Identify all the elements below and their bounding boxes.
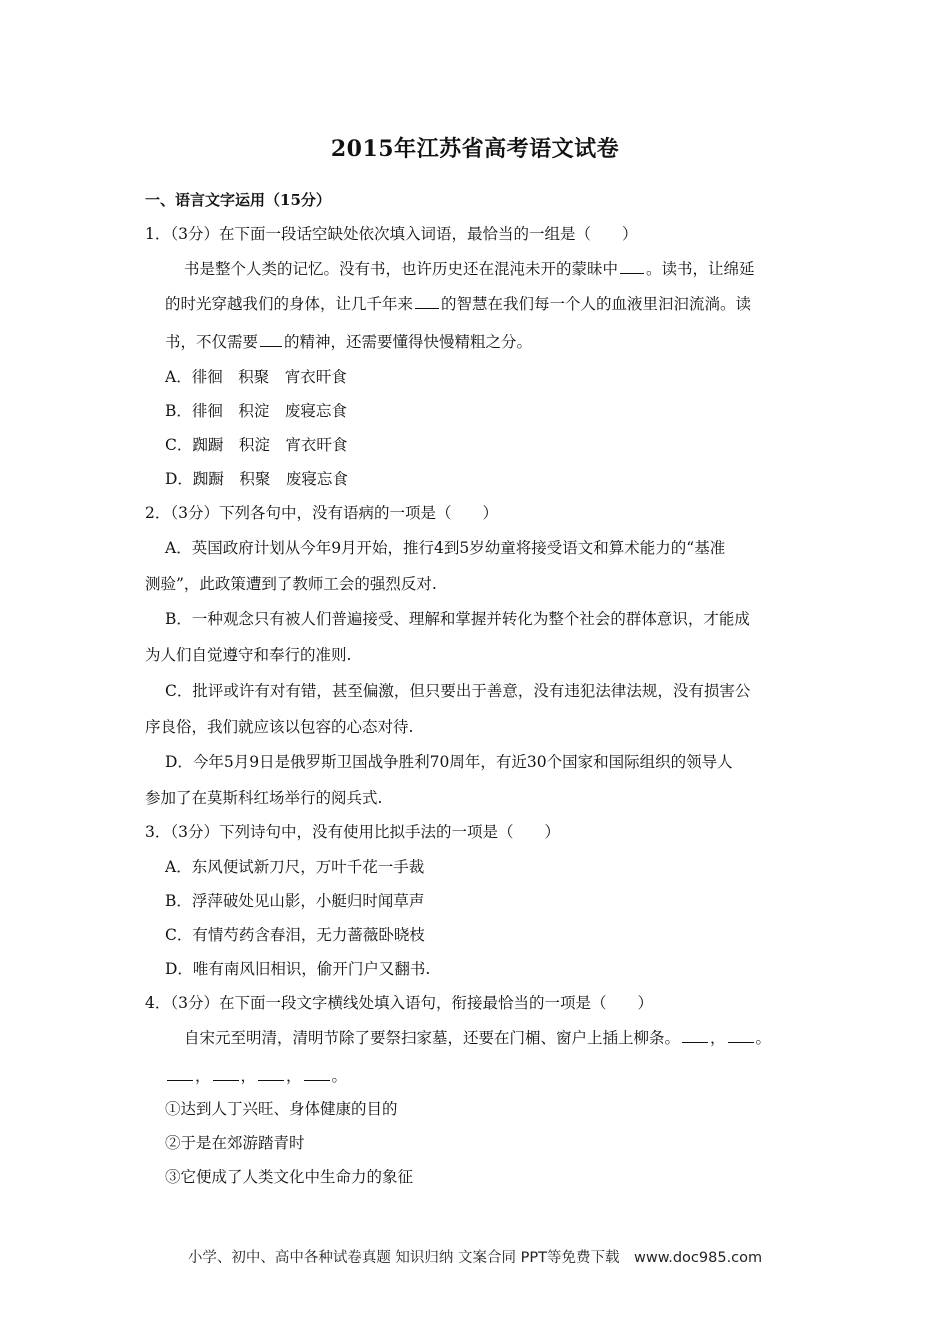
section-heading: 一、语言文字运用（15分） (145, 191, 331, 209)
question-2-option-c-line-1: C．批评或许有对有错，甚至偏激，但只要出于善意，没有违犯法律法规，没有损害公 (165, 682, 751, 700)
fill-blank (682, 1028, 708, 1043)
question-1-passage-line-3: 书，不仅需要 的精神，还需要懂得快慢精粗之分。 (165, 333, 533, 351)
question-4-stem: 4．（3分）在下面一段文字横线处填入语句，衔接最恰当的一项是（ ） (145, 994, 653, 1012)
question-1-passage-line-2: 的时光穿越我们的身体，让几千年来 的智慧在我们每一个人的血液里汩汩流淌。读 (165, 295, 752, 313)
question-2-option-d-line-1: D．今年5月9日是俄罗斯卫国战争胜利70周年，有近30个国家和国际组织的领导人 (165, 753, 733, 771)
question-4-passage-line-1: 自宋元至明清，清明节除了要祭扫家墓，还要在门楣、窗户上插上柳条。 ， 。 (184, 1029, 772, 1047)
question-3-option-d: D．唯有南风旧相识，偷开门户又翻书. (165, 960, 431, 978)
footer-note: 小学、初中、高中各种试卷真题 知识归纳 文案合同 PPT等免费下载 www.doc985.com (187, 1250, 763, 1266)
question-1-passage-line-1: 书是整个人类的记忆。没有书，也许历史还在混沌未开的蒙昧中 。读书，让绵延 (184, 260, 755, 278)
question-1-option-d: D．踟蹰 积聚 废寝忘食 (165, 470, 348, 488)
question-3-option-b: B．浮萍破处见山影，小艇归时闻草声 (165, 892, 425, 910)
question-2-stem: 2．（3分）下列各句中，没有语病的一项是（ ） (145, 504, 498, 522)
question-3-option-a: A．东风便试新刀尺，万叶千花一手裁 (165, 858, 425, 876)
fill-blank (260, 332, 282, 347)
question-3-stem: 3．（3分）下列诗句中，没有使用比拟手法的一项是（ ） (145, 823, 560, 841)
question-4-item-3: ③它便成了人类文化中生命力的象征 (165, 1168, 414, 1186)
question-1-stem: 1．（3分）在下面一段话空缺处依次填入词语，最恰当的一组是（ ） (145, 225, 638, 243)
fill-blank (167, 1066, 193, 1081)
question-2-option-b-line-1: B．一种观念只有被人们普遍接受、理解和掌握并转化为整个社会的群体意识，才能成 (165, 610, 750, 628)
question-2-option-a-line-1: A．英国政府计划从今年9月开始，推行4到5岁幼童将接受语文和算术能力的“基准 (165, 539, 726, 557)
fill-blank (620, 259, 644, 274)
page-title: 2015年江苏省高考语文试卷 (330, 136, 620, 162)
fill-blank (304, 1066, 330, 1081)
question-1-option-a: A．徘徊 积聚 宵衣旰食 (165, 368, 347, 386)
fill-blank (213, 1066, 239, 1081)
question-4-item-2: ②于是在郊游踏青时 (165, 1134, 305, 1152)
fill-blank (258, 1066, 284, 1081)
fill-blank (415, 294, 439, 309)
question-2-option-d-line-2: 参加了在莫斯科红场举行的阅兵式. (145, 789, 383, 807)
question-1-option-b: B．徘徊 积淀 废寝忘食 (165, 402, 347, 420)
question-4-passage-line-2: ， ， ， 。 (165, 1066, 347, 1086)
question-2-option-b-line-2: 为人们自觉遵守和奉行的准则. (145, 646, 352, 664)
question-4-item-1: ①达到人丁兴旺、身体健康的目的 (165, 1100, 398, 1118)
question-3-option-c: C．有情芍药含春泪，无力蔷薇卧晓枝 (165, 926, 425, 944)
question-2-option-a-line-2: 测验”，此政策遭到了教师工会的强烈反对. (145, 575, 437, 593)
fill-blank (728, 1028, 754, 1043)
question-2-option-c-line-2: 序良俗，我们就应该以包容的心态对待. (145, 718, 414, 736)
question-1-option-c: C．踟蹰 积淀 宵衣旰食 (165, 436, 348, 454)
